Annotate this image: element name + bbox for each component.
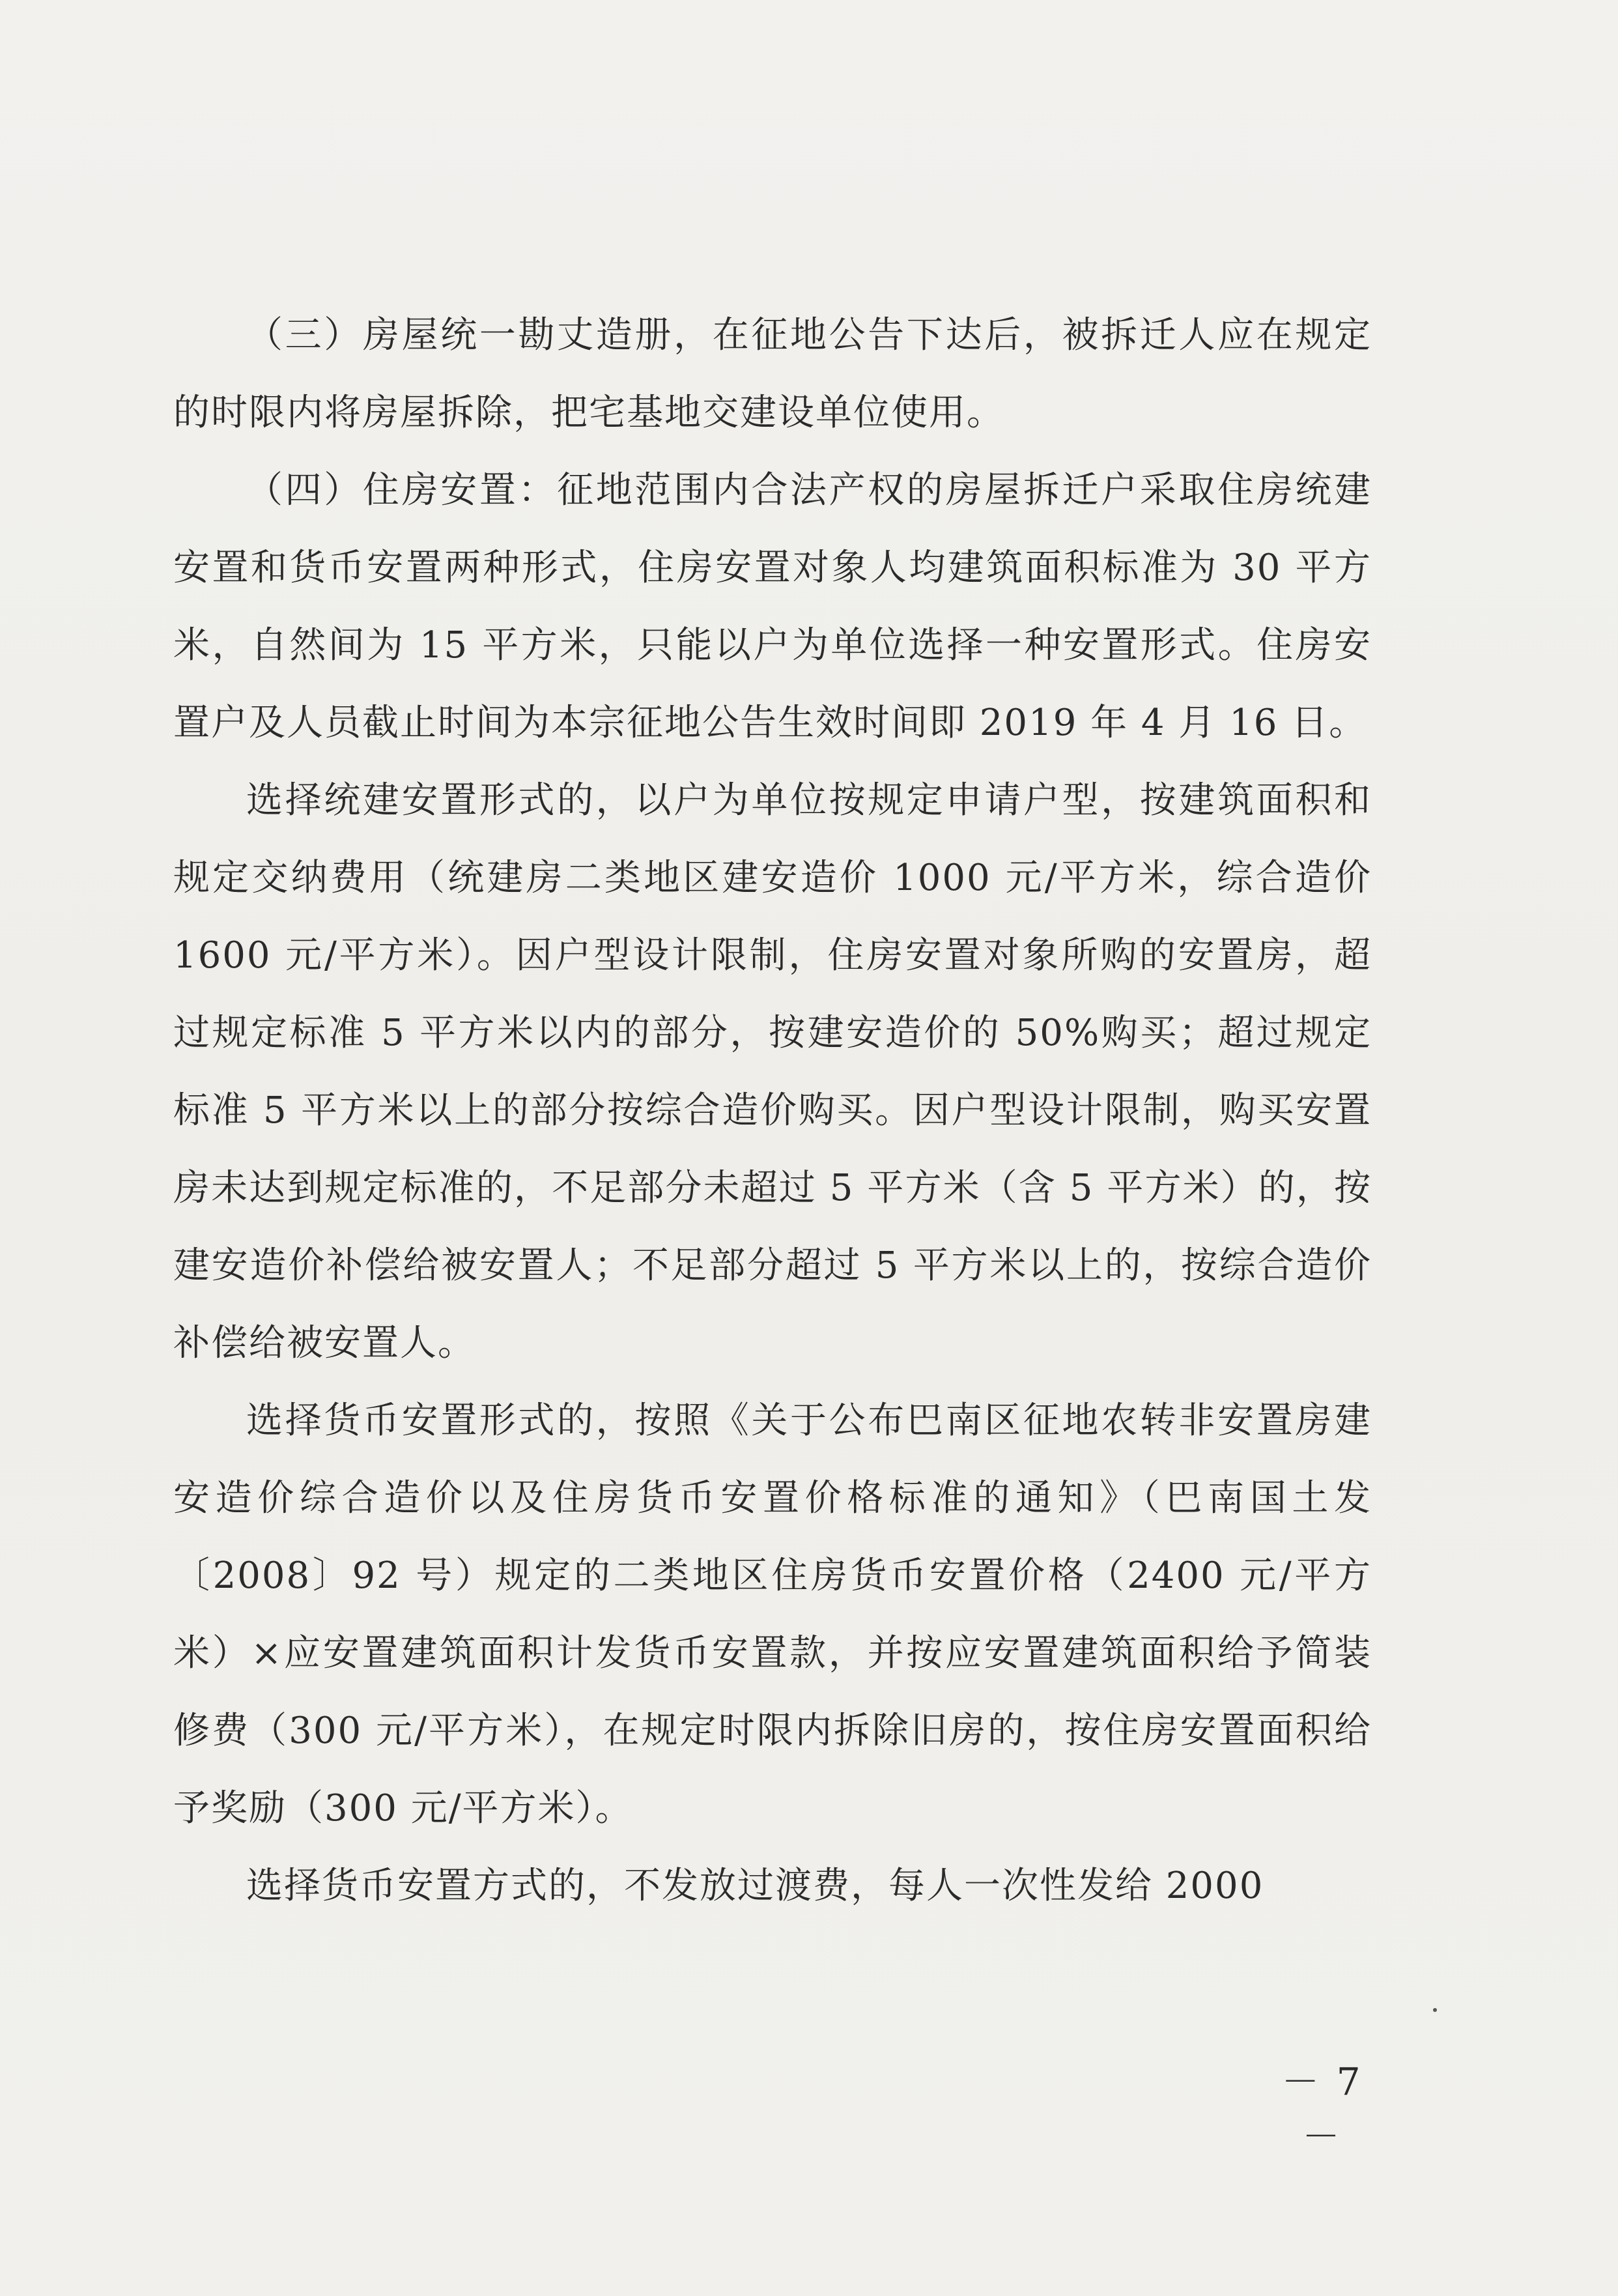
scan-speck: [1433, 2008, 1437, 2012]
paragraph-unified-construction: 选择统建安置形式的，以户为单位按规定申请户型，按建筑面积和规定交纳费用（统建房二类地区建安造价 1000 元/平方米，综合造价 1600 元/平方米）。因户型设计限制，住房安置对象所购的安置房，超过规定标准 5 平方米以内的部分，按建安造价的 50%购买；超过规定标准 5 平方米以上的部分按综合造价购买。因户型设计限制，购买安置房未达到规定标准的，不足部分未超过 5 平方米（含 5 平方米）的，按建安造价补偿给被安置人；不足部分超过 5 平方米以上的，按综合造价补偿给被安置人。: [173, 779, 1372, 1364]
paragraph-monetary-resettlement: 选择货币安置形式的，按照《关于公布巴南区征地农转非安置房建安造价综合造价以及住房货币安置价格标准的通知》（巴南国土发〔2008〕92 号）规定的二类地区住房货币安置价格（2400 元/平方米）×应安置建筑面积计发货币安置款，并按应安置建筑面积给予简装修费（300 元/平方米），在规定时限内拆除旧房的，按住房安置面积给予奖励（300 元/平方米）。: [173, 1399, 1372, 1830]
paragraph-monetary-allowance: 选择货币安置方式的，不发放过渡费，每人一次性发给 2000: [246, 1865, 1264, 1907]
page-number: － 7 －: [1281, 2059, 1363, 2159]
paragraph-housing-survey: （三）房屋统一勘丈造册，在征地公告下达后，被拆迁人应在规定的时限内将房屋拆除，把宅基地交建设单位使用。: [173, 314, 1372, 434]
paragraph-housing-resettlement: （四）住房安置：征地范围内合法产权的房屋拆迁户采取住房统建安置和货币安置两种形式，住房安置对象人均建筑面积标准为 30 平方米，自然间为 15 平方米，只能以户为单位选择一种安置形式。住房安置户及人员截止时间为本宗征地公告生效时间即 2019 年 4 月 16 日。: [173, 469, 1372, 744]
document-body: [173, 296, 1372, 1925]
